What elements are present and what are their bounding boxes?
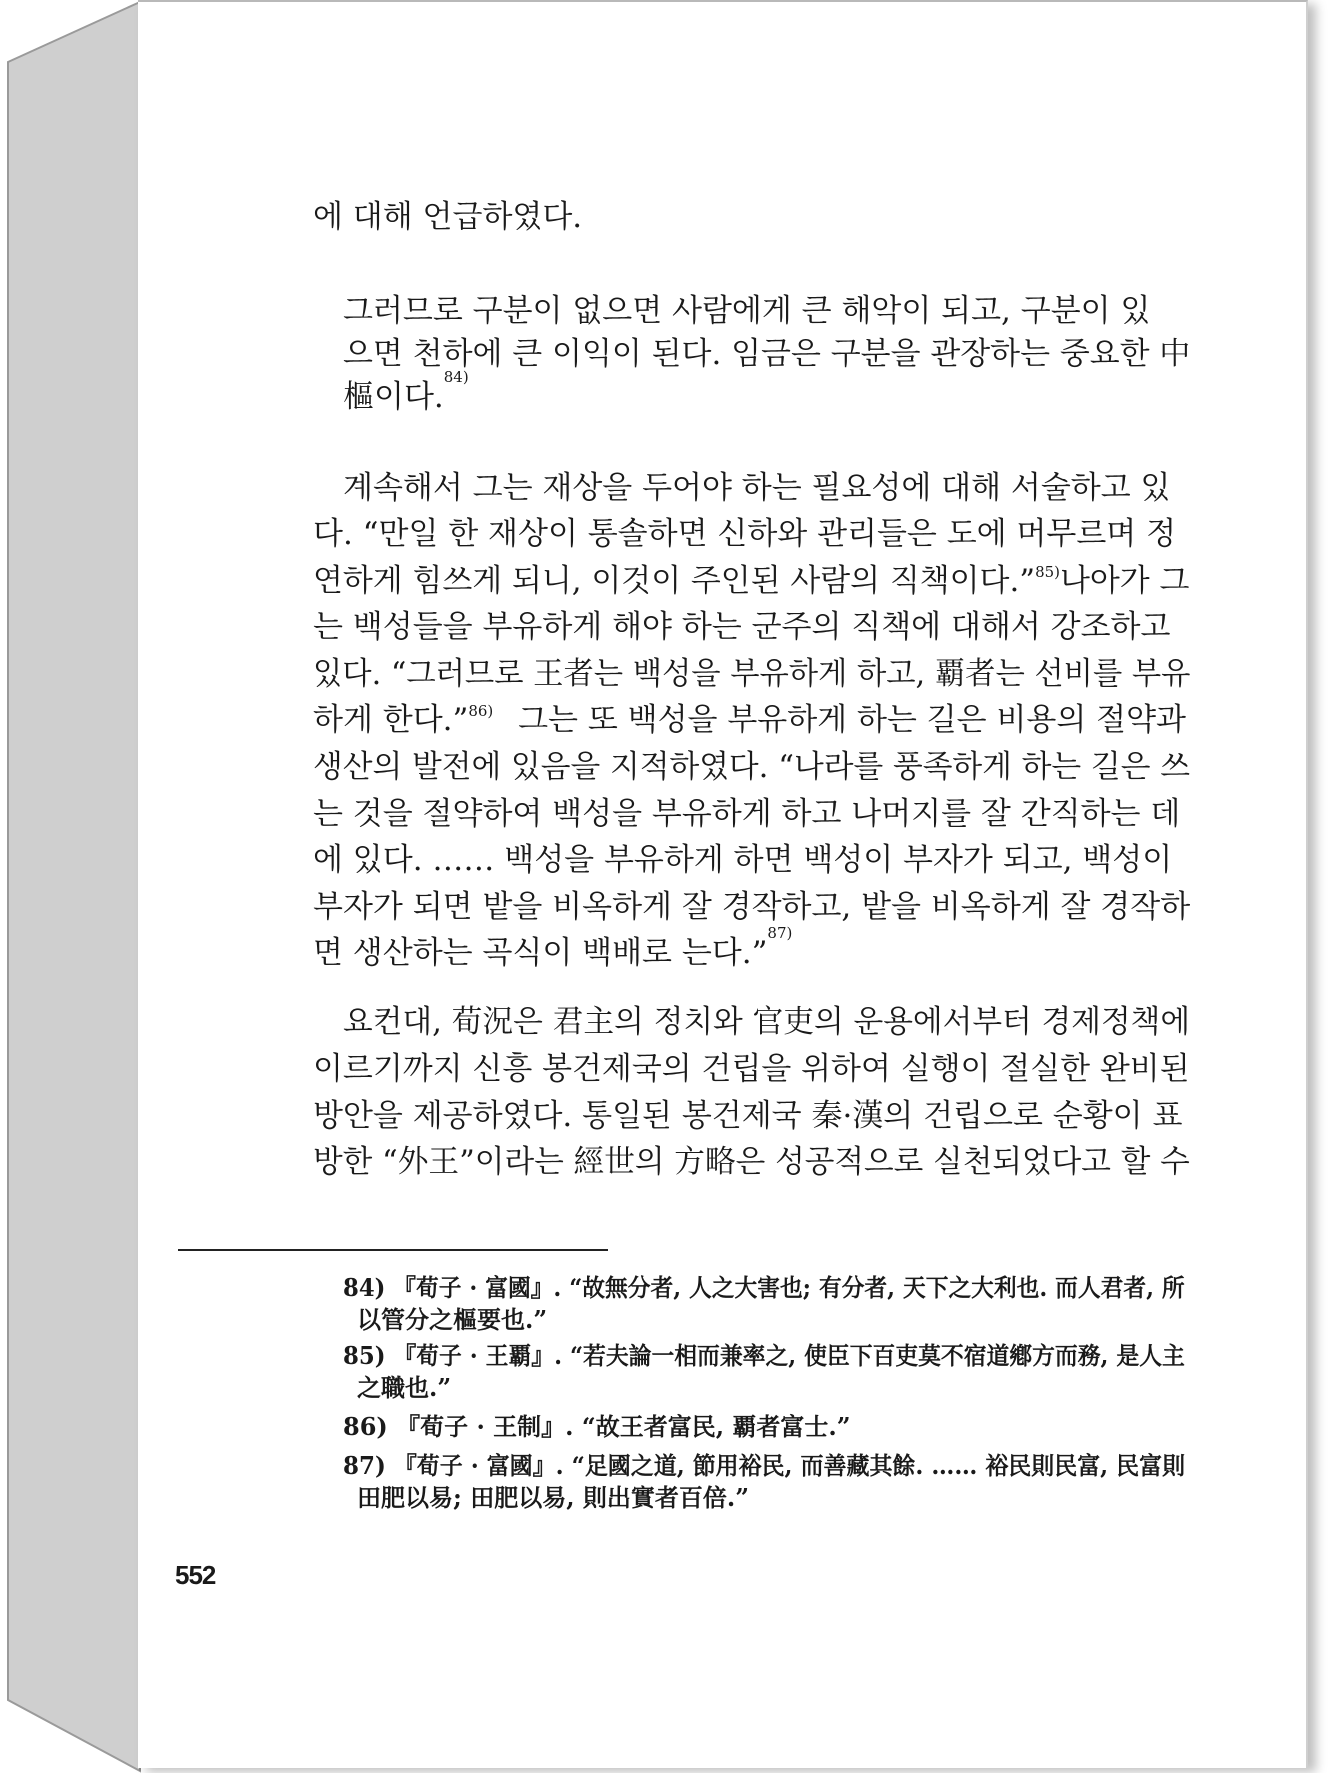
page-number: 552 — [175, 1560, 216, 1590]
footnote-86: 86) 『荀子 · 王制』. “故王者富民, 覇者富士.” — [343, 1412, 851, 1441]
text-line-13: 요컨대, 荀況은 君主의 정치와 官吏의 운용에서부터 경제정책에 — [343, 1004, 1191, 1040]
text-line-8: 생산의 발전에 있음을 지적하였다. “나라를 풍족하게 하는 길은 쓰 — [313, 749, 1190, 785]
text-line-4: 연하게 힘쓰게 되니, 이것이 주인된 사람의 직책이다.”$^{85)}$ 나아가 그 — [313, 563, 1190, 599]
text-line-9: 는 것을 절약하여 백성을 부유하게 하고 나머지를 잘 간직하는 데 — [313, 796, 1181, 832]
footnote-84-line-1: 84) 『荀子 · 富國』. “故無分者, 人之大害也; 有分者, 天下之大利也. 而人君者, 所 — [343, 1273, 1185, 1302]
quote-line-2: 으면 천하에 큰 이익이 된다. 임금은 구분을 관장하는 중요한 中 — [343, 336, 1191, 372]
footnote-87-line-1: 87) 『荀子 · 富國』. “足國之道, 節用裕民, 而善藏其餘. …… 裕民則民富, 民富則 — [343, 1451, 1186, 1480]
footnote-85-line-1: 85) 『荀子 · 王覇』. “若夫論一相而兼率之, 使臣下百吏莫不宿道鄕方而務, 是人主 — [343, 1341, 1185, 1370]
text-line-5: 는 백성들을 부유하게 해야 하는 군주의 직책에 대해서 강조하고 — [313, 609, 1171, 645]
text-line-14: 이르기까지 신흥 봉건제국의 건립을 위하여 실행이 절실한 완비된 — [313, 1051, 1190, 1087]
footnote-87-line-2: 田肥以易; 田肥以易, 則出實者百倍.” — [357, 1483, 750, 1512]
quote-line-3: 樞이다. 84) — [343, 368, 469, 415]
footnote-ref-85: 85) — [1035, 563, 1061, 581]
text-line-1: 에 대해 언급하였다. — [313, 199, 583, 235]
text-line-12: 면 생산하는 곡식이 백배로 는다.” 87) — [313, 924, 793, 971]
quote-line-1: 그러므로 구분이 없으면 사람에게 큰 해악이 되고, 구분이 있 — [343, 293, 1151, 329]
book-spine-side — [0, 0, 150, 1773]
text-line-7: 하게 한다.”$^{86)}$ 그는 또 백성을 부유하게 하는 길은 비용의 절약과 — [313, 702, 1186, 738]
text-line-11: 부자가 되면 밭을 비옥하게 잘 경작하고, 밭을 비옥하게 잘 경작하 — [313, 889, 1191, 925]
footnote-ref-84: 84) — [443, 368, 469, 386]
text-line-16: 방한 “外王”이라는 經世의 方略은 성공적으로 실천되었다고 할 수 — [313, 1144, 1190, 1180]
footnote-84-line-2: 以管分之樞要也.” — [357, 1305, 548, 1334]
footnote-ref-87: 87) — [767, 924, 793, 942]
footnote-divider — [178, 1249, 608, 1251]
text-line-6: 있다. “그러므로 王者는 백성을 부유하게 하고, 覇者는 선비를 부유 — [313, 656, 1191, 692]
footnote-ref-86: 86) — [468, 702, 494, 720]
text-line-15: 방안을 제공하였다. 통일된 봉건제국 秦·漢의 건립으로 순황이 표 — [313, 1098, 1183, 1134]
text-line-2: 계속해서 그는 재상을 두어야 하는 필요성에 대해 서술하고 있 — [343, 470, 1171, 506]
footnote-85-line-2: 之職也.” — [357, 1373, 452, 1402]
text-line-10: 에 있다. …… 백성을 부유하게 하면 백성이 부자가 되고, 백성이 — [313, 842, 1173, 878]
text-line-3: 다. “만일 한 재상이 통솔하면 신하와 관리들은 도에 머무르며 정 — [313, 516, 1177, 552]
